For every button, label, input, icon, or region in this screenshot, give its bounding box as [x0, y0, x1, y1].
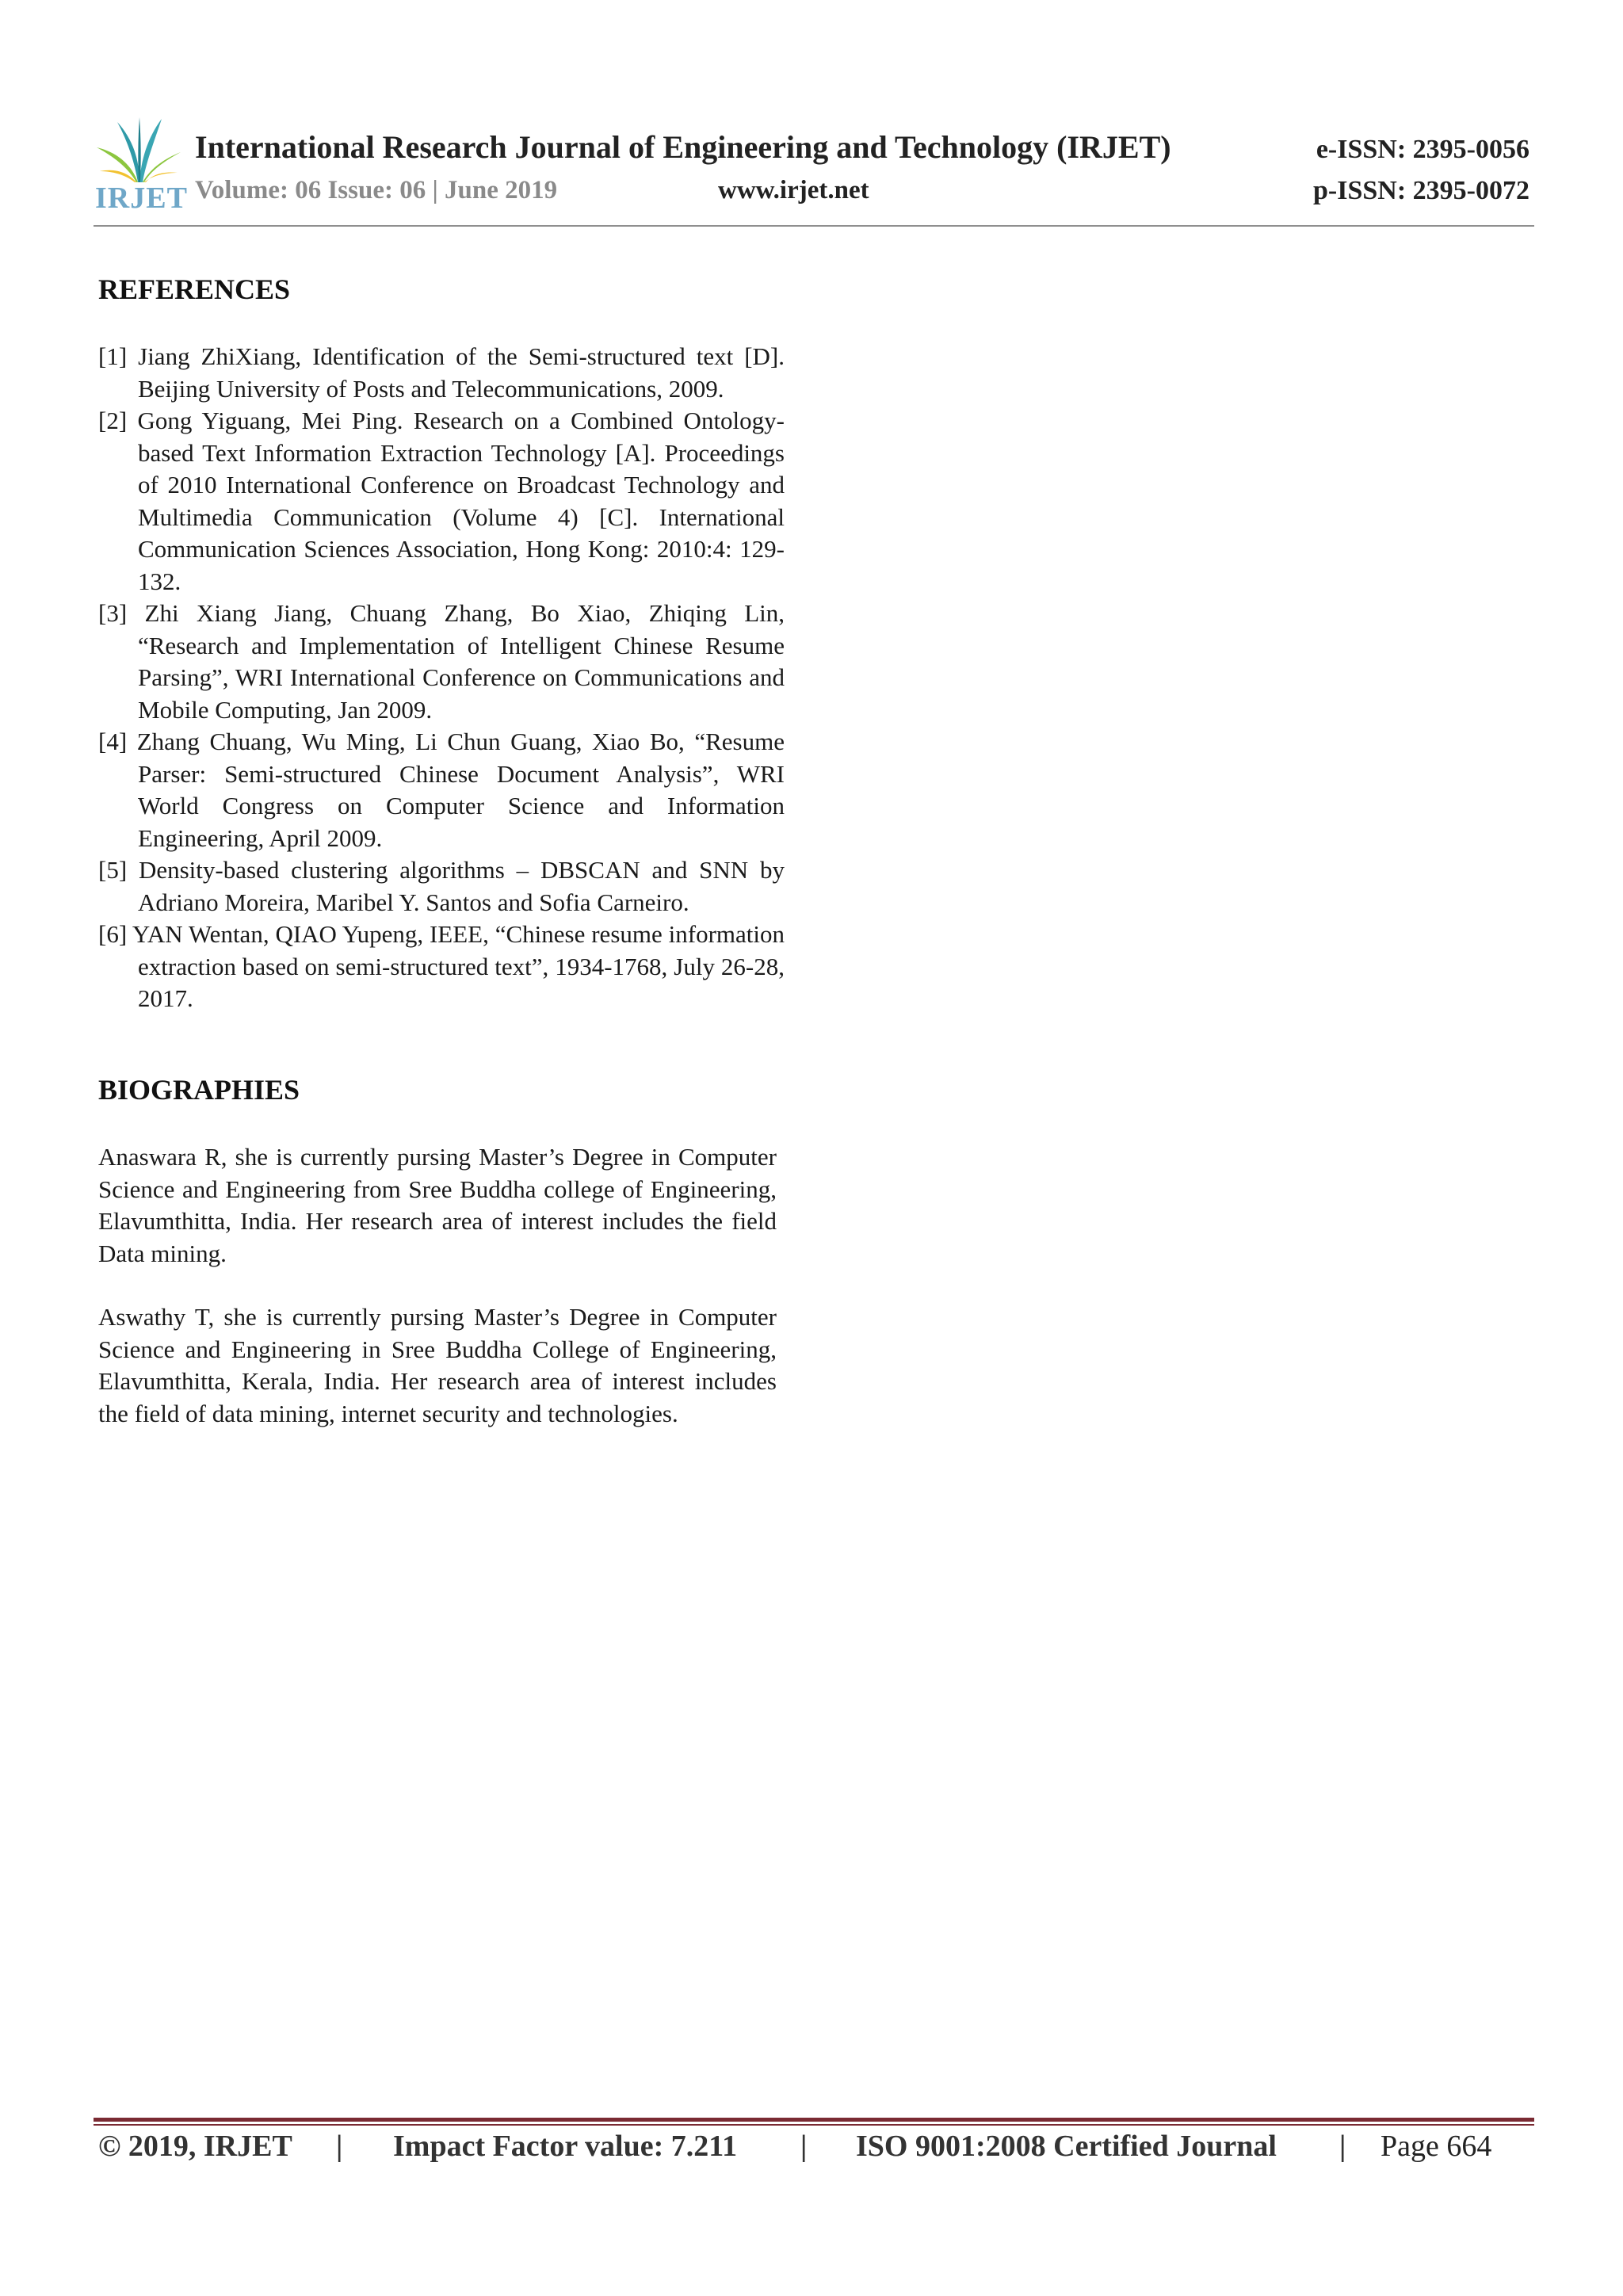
page-footer — [98, 2129, 1534, 2173]
footer-copyright: © 2019, IRJET — [98, 2130, 292, 2163]
biography-paragraph: Aswathy T, she is currently pursing Master’s Degree in Computer Science and Engineering in Sree Buddha College of Engineering, Elavumthitta, Kerala, India. Her research area of interest includes the field of data mining, internet security and technologies. — [98, 1303, 777, 1427]
p-issn: p-ISSN: 2395-0072 — [1313, 176, 1529, 205]
biography-paragraph: Anaswara R, she is currently pursing Master’s Degree in Computer Science and Engineering from Sree Buddha college of Engineering, Elavumthitta, India. Her research area of interest includes the field Data mining. — [98, 1143, 777, 1267]
footer-iso-certification: ISO 9001:2008 Certified Journal — [856, 2130, 1277, 2163]
reference-item: [5] Density-based clustering algorithms – DBSCAN and SNN by Adriano Moreira, Maribel Y. Santos and Sofia Carneiro. — [98, 856, 785, 916]
irjet-leaf-icon — [94, 116, 182, 184]
references-heading: REFERENCES — [98, 273, 291, 305]
references-list — [98, 341, 785, 1015]
biographies-heading: BIOGRAPHIES — [98, 1074, 300, 1106]
footer-divider-thin — [94, 2124, 1534, 2126]
e-issn: e-ISSN: 2395-0056 — [1316, 135, 1529, 164]
volume-issue: Volume: 06 Issue: 06 | June 2019 — [195, 176, 558, 204]
journal-website[interactable]: www.irjet.net — [718, 176, 869, 204]
footer-separator: | — [336, 2130, 343, 2163]
logo-text: IRJET — [95, 181, 188, 215]
footer-separator: | — [800, 2130, 808, 2163]
header-divider — [94, 225, 1534, 227]
irjet-logo — [94, 116, 188, 217]
reference-item: [2] Gong Yiguang, Mei Ping. Research on a Combined Ontology-based Text Information Extraction Technology [A]. Proceedings of 2010 International Conference on Broadcast Technology and Multimedia Communication (Volume 4) [C]. International Communication Sciences Association, Hong Kong: 2010:4: 129-132. — [98, 407, 785, 595]
reference-item: [3] Zhi Xiang Jiang, Chuang Zhang, Bo Xiao, Zhiqing Lin, “Research and Implementation of Intelligent Chinese Resume Parsing”, WRI International Conference on Communications and Mobile Computing, Jan 2009. — [98, 599, 785, 724]
footer-separator: | — [1339, 2130, 1346, 2163]
footer-impact-factor: Impact Factor value: 7.211 — [393, 2130, 738, 2163]
footer-page-number: Page 664 — [1381, 2130, 1492, 2163]
footer-divider-thick — [94, 2118, 1534, 2122]
reference-item: [6] YAN Wentan, QIAO Yupeng, IEEE, “Chinese resume information extraction based on semi-structured text”, 1934-1768, July 26-28, 2017. — [98, 920, 785, 1012]
reference-item: [1] Jiang ZhiXiang, Identification of the Semi-structured text [D]. Beijing University of Posts and Telecommunications, 2009. — [98, 342, 785, 403]
reference-item: [4] Zhang Chuang, Wu Ming, Li Chun Guang, Xiao Bo, “Resume Parser: Semi-structured Chinese Document Analysis”, WRI World Congress on Computer Science and Information Engineering, April 2009. — [98, 728, 785, 852]
journal-title: International Research Journal of Engineering and Technology (IRJET) — [195, 129, 1171, 165]
